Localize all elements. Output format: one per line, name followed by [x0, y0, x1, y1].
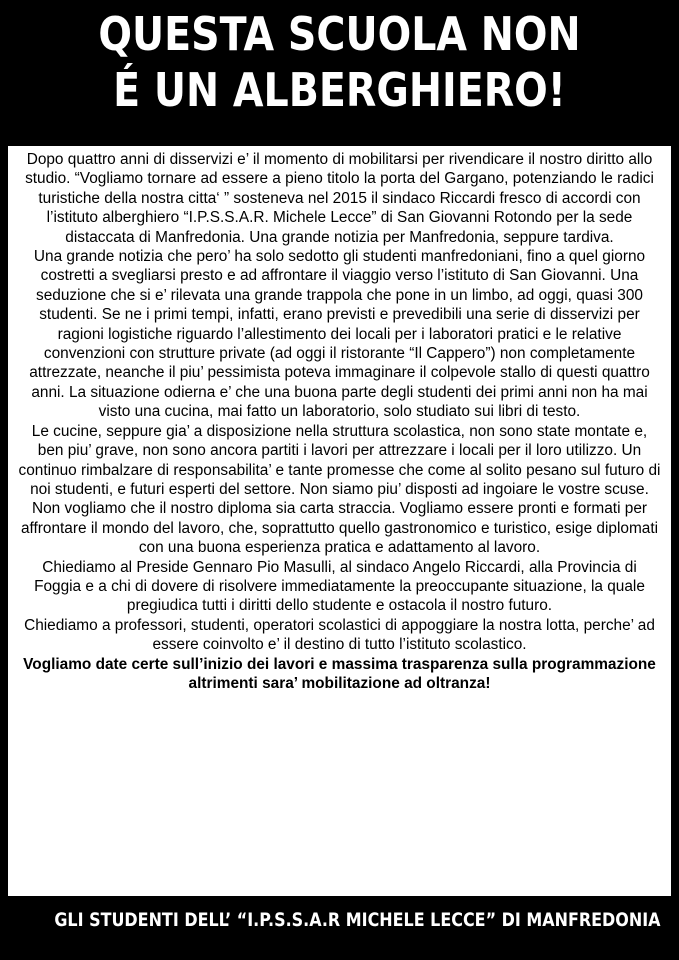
headline [48, 6, 632, 118]
body-panel [8, 146, 671, 896]
paragraph: Chiediamo al Preside Gennaro Pio Masulli, al sindaco Angelo Riccardi, alla Provincia di Foggia e a chi di dovere di risolvere immediatamente la preoccupante situazione, la quale pregiudica tutti i diritti dello studente e ostacola il nostro futuro. [34, 558, 645, 615]
closing-statement: Vogliamo date certe sull’inizio dei lavori e massima trasparenza sulla programmazione altrimenti sara’ mobilitazione ad oltranza! [23, 655, 656, 692]
headline-line-2: É UN ALBERGHIERO! [113, 63, 566, 117]
paragraph: Le cucine, seppure gia’ a disposizione nella struttura scolastica, non sono state montate e, ben piu’ grave, non sono ancora partiti i lavori per attrezzare i locali per il loro utilizzo. Un continuo rimbalzare di responsabilita’ e tante promesse che come al solito pesano sul futuro di noi studenti, e futuri esperti del settore. Non siamo piu’ disposti ad ingoiare le vostre scuse. Non vogliamo che il nostro diploma sia carta straccia. Vogliamo essere pronti e formati per affrontare il mondo del lavoro, che, soprattutto quello gastronomico e turistico, esige diplomati con una buona esperienza pratica e adattamento al lavoro. [18, 422, 661, 557]
paragraph: Dopo quattro anni di disservizi e’ il momento di mobilitarsi per rivendicare il nostro diritto allo studio. “Vogliamo tornare ad essere a pieno titolo la porta del Gargano, potenziando le radici turistiche della nostra citta‘ ” sosteneva nel 2015 il sindaco Riccardi fresco di accordi con l’istituto alberghiero “I.P.S.S.A.R. Michele Lecce” di San Giovanni Rotondo per la sede distaccata di Manfredonia. Una grande notizia per Manfredonia, seppure tardiva. [25, 151, 654, 246]
signature-footer: GLI STUDENTI DELL’ “I.P.S.S.A.R MICHELE LECCE” DI MANFREDONIA [54, 909, 661, 931]
headline-line-1: QUESTA SCUOLA NON [98, 7, 581, 61]
paragraph: Chiediamo a professori, studenti, operatori scolastici di appoggiare la nostra lotta, perche’ ad essere coinvolto e’ il destino di tutto l’istituto scolastico. [24, 616, 655, 654]
paragraph: Una grande notizia che pero’ ha solo sedotto gli studenti manfredoniani, fino a quel giorno costretti a svegliarsi presto e ad affrontare il viaggio verso l’istituto di San Giovanni. Una seduzione che si e’ rilevata una grande trappola che pone in un limbo, ad oggi, quasi 300 studenti. Se ne i primi tempi, infatti, erano previsti e prevedibili una serie di disservizi per ragioni logistiche riguardo l’allestimento dei locali per i laboratori pratici e le relative convenzioni con strutture private (ad oggi il ristorante “Il Cappero”) non completamente attrezzate, neanche il piu’ pessimista poteva immaginare il colpevole stallo di questi quattro anni. La situazione odierna e’ che una buona parte degli studenti dei primi anni non ha mai visto una cucina, mai fatto un laboratorio, solo studiato sui libri di testo. [29, 248, 650, 421]
body-text [18, 150, 661, 693]
